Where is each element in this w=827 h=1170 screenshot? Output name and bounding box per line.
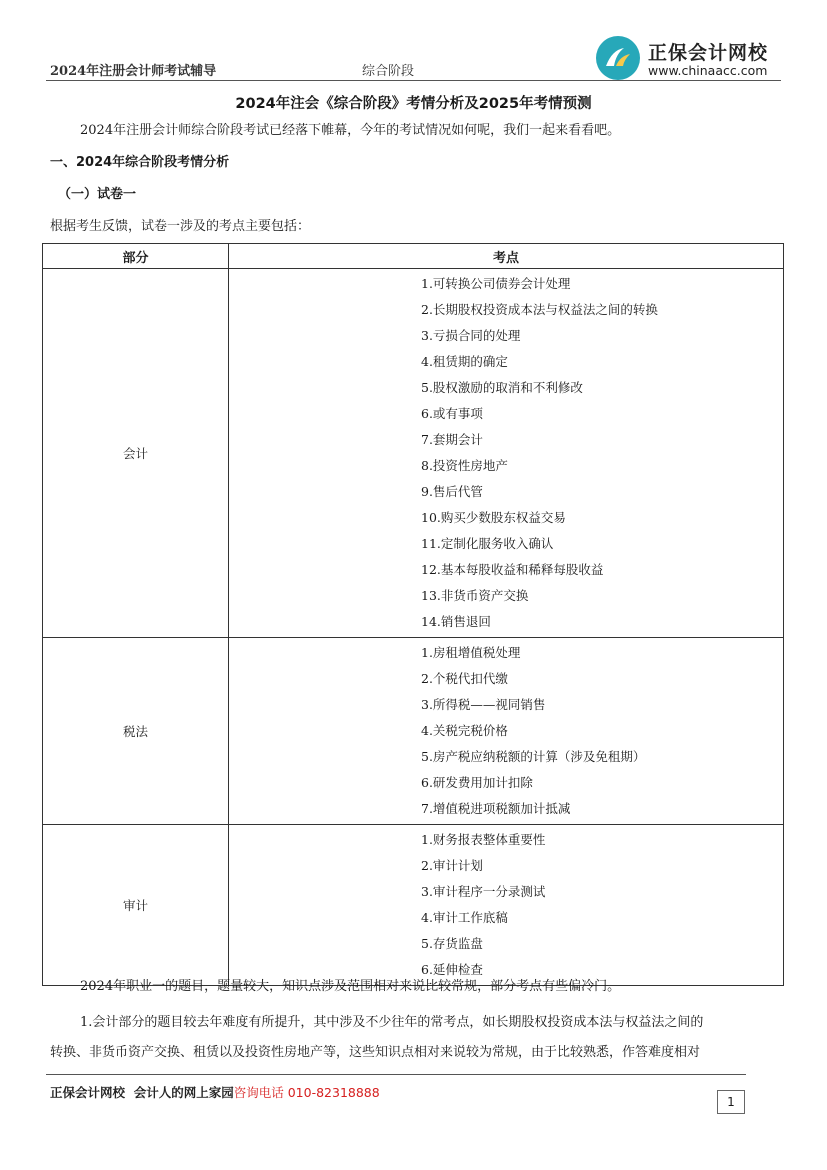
- logo-url: www.chinaacc.com: [648, 63, 768, 78]
- topic-item: 3.所得税——视同销售: [421, 697, 546, 712]
- logo: [596, 36, 786, 86]
- topic-item: 6.或有事项: [421, 406, 483, 421]
- table-row: [43, 269, 784, 638]
- col-header-section: 部分: [43, 244, 229, 269]
- subsection-heading: （一）试卷一: [58, 187, 137, 202]
- topic-item: 2.个税代扣代缴: [421, 671, 508, 686]
- topic-item: 2.审计计划: [421, 858, 483, 873]
- topic-item: 1.房租增值税处理: [421, 645, 521, 660]
- topic-item: 3.亏损合同的处理: [421, 328, 521, 343]
- table-row: [43, 825, 784, 986]
- topics-table: [42, 243, 784, 986]
- topic-item: 6.延伸检查: [421, 962, 483, 977]
- topics-cell: [229, 638, 784, 825]
- summary-paragraph: 2024年职业一的题目，题量较大，知识点涉及范围相对来说比较常规，部分考点有些偏冷门。: [80, 979, 621, 994]
- col-header-topics: 考点: [229, 244, 784, 269]
- topic-item: 4.租赁期的确定: [421, 354, 508, 369]
- footer-slogan: 会计人的网上家园: [133, 1085, 234, 1100]
- topics-cell: [229, 269, 784, 638]
- table-row: [43, 638, 784, 825]
- topic-item: 2.长期股权投资成本法与权益法之间的转换: [421, 302, 658, 317]
- topic-item: 5.房产税应纳税额的计算（涉及免租期）: [421, 749, 646, 764]
- topic-item: 1.财务报表整体重要性: [421, 832, 546, 847]
- footer-rule: [46, 1074, 746, 1075]
- topic-item: 14.销售退回: [421, 614, 491, 629]
- topic-item: 8.投资性房地产: [421, 458, 508, 473]
- topic-item: 7.增值税进项税额加计抵减: [421, 801, 571, 816]
- section-heading: 一、2024年综合阶段考情分析: [50, 155, 230, 170]
- topic-item: 13.非货币资产交换: [421, 588, 529, 603]
- topic-item: 10.购买少数股东权益交易: [421, 510, 566, 525]
- topic-item: 1.可转换公司债券会计处理: [421, 276, 571, 291]
- section-cell: 审计: [43, 825, 229, 986]
- header-mid-text: 综合阶段: [362, 64, 415, 79]
- page-title: 2024年注会《综合阶段》考情分析及2025年考情预测: [235, 96, 592, 112]
- topic-item: 5.存货监盘: [421, 936, 483, 951]
- topic-item: 9.售后代管: [421, 484, 483, 499]
- detail-paragraph-line: 1.会计部分的题目较去年难度有所提升，其中涉及不少往年的常考点，如长期股权投资成本法与权益法之间的: [80, 1015, 704, 1030]
- section-cell: 税法: [43, 638, 229, 825]
- lead-paragraph: 根据考生反馈，试卷一涉及的考点主要包括：: [50, 219, 311, 234]
- topic-item: 7.套期会计: [421, 432, 483, 447]
- page-number: 1: [717, 1090, 745, 1114]
- topic-item: 5.股权激励的取消和不利修改: [421, 380, 583, 395]
- footer-text: [50, 1083, 380, 1101]
- table-header-row: [43, 244, 784, 269]
- topic-item: 12.基本每股收益和稀释每股收益: [421, 562, 604, 577]
- topics-cell: [229, 825, 784, 986]
- topic-item: 6.研发费用加计扣除: [421, 775, 533, 790]
- topic-item: 11.定制化服务收入确认: [421, 536, 554, 551]
- logo-name: 正保会计网校: [648, 42, 769, 64]
- topic-item: 4.关税完税价格: [421, 723, 508, 738]
- chinaacc-logo-icon: [596, 36, 640, 80]
- topic-item: 4.审计工作底稿: [421, 910, 508, 925]
- footer-tel: 咨询电话 010-82318888: [233, 1085, 380, 1100]
- header-left-text: 2024年注册会计师考试辅导: [50, 64, 217, 79]
- footer-brand: 正保会计网校: [50, 1085, 126, 1100]
- topic-item: 3.审计程序一分录测试: [421, 884, 546, 899]
- section-cell: 会计: [43, 269, 229, 638]
- detail-paragraph-line: 转换、非货币资产交换、租赁以及投资性房地产等，这些知识点相对来说较为常规，由于比较熟悉，作答难度相对: [50, 1045, 701, 1060]
- intro-paragraph: 2024年注册会计师综合阶段考试已经落下帷幕，今年的考试情况如何呢，我们一起来看看吧。: [80, 123, 621, 138]
